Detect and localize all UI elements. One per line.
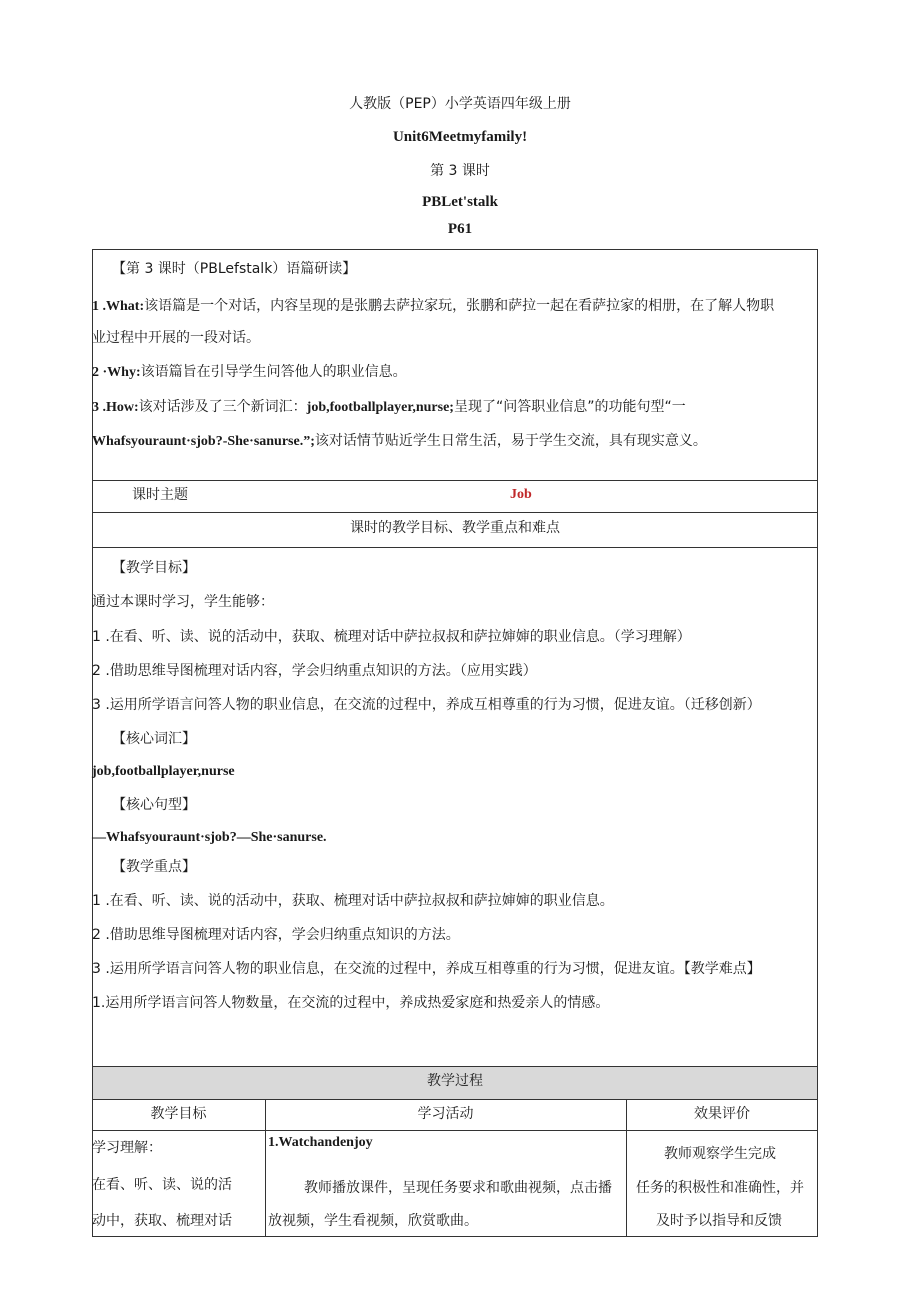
what-text: 该语篇是一个对话，内容呈现的是张鹏去萨拉家玩，张鹏和萨拉一起在看萨拉家的相册，在了解人物职 [144, 298, 775, 314]
how-sentence: Whafsyouraunt·sjob?-She·sanurse.”; [92, 434, 315, 449]
goal-2: 2 .借助思维导图梳理对话内容，学会归纳重点知识的方法。（应用实践） [92, 663, 537, 679]
goals-intro: 通过本课时学习，学生能够： [92, 594, 274, 610]
what-label: 1 .What: [92, 299, 145, 314]
col-eval-header: 效果评价 [694, 1106, 750, 1122]
goal-3: 3 .运用所学语言问答人物的职业信息，在交流的过程中，养成互相尊重的行为习惯，促进友谊。（迁移创新） [92, 697, 761, 713]
col-activity-header: 学习活动 [417, 1106, 474, 1122]
col-goal-header: 教学目标 [150, 1106, 207, 1122]
vocab-words: job,footballplayer,nurse [92, 764, 235, 779]
analysis-how [92, 397, 686, 418]
activity-line: 放视频，学生看视频，欣赏歌曲。 [268, 1213, 478, 1229]
page-number: P61 [447, 221, 473, 237]
how-label: 3 .How: [92, 400, 139, 415]
divider [92, 547, 818, 548]
divider [92, 480, 818, 481]
pattern-title: 【核心句型】 [112, 797, 196, 813]
pattern-sentence: —Whafsyouraunt·sjob?—She·sanurse. [92, 830, 327, 845]
section-title: PBLet'stalk [422, 194, 498, 210]
analysis-why [92, 362, 407, 383]
analysis-how-cont [92, 431, 707, 452]
topic-label: 课时主题 [132, 487, 188, 503]
how-text-a: 该对话涉及了三个新词汇： [138, 399, 307, 415]
divider [92, 512, 818, 513]
analysis-title: 【第 3 课时（PBLefstalk）语篇研读】 [112, 261, 357, 277]
unit-title: Unit6Meetmyfamily! [392, 129, 528, 145]
goal-line: 学习理解： [92, 1140, 162, 1156]
eval-line: 教师观察学生完成 [664, 1146, 776, 1162]
book-title: 人教版（PEP）小学英语四年级上册 [349, 96, 571, 112]
why-label: 2 ·Why: [92, 365, 141, 380]
why-text: 该语篇旨在引导学生问答他人的职业信息。 [140, 364, 407, 380]
process-header: 教学过程 [427, 1073, 483, 1089]
eval-line: 及时予以指导和反馈 [656, 1213, 782, 1229]
eval-line: 任务的积极性和准确性，并 [636, 1180, 804, 1196]
topic-value: Job [510, 487, 532, 502]
analysis-what-cont: 业过程中开展的一段对话。 [92, 330, 260, 346]
goal-line: 动中，获取、梳理对话 [92, 1213, 232, 1229]
how-words: job,footballplayer,nurse; [306, 400, 454, 415]
key-point-2: 2 .借助思维导图梳理对话内容，学会归纳重点知识的方法。 [92, 927, 460, 943]
difficulty-1: 1.运用所学语言问答人物数量，在交流的过程中，养成热爱家庭和热爱亲人的情感。 [92, 995, 610, 1011]
key-point-3: 3 .运用所学语言问答人物的职业信息，在交流的过程中，养成互相尊重的行为习惯，促进友谊。【教学难点】 [92, 961, 761, 977]
activity-line: 教师播放课件，呈现任务要求和歌曲视频，点击播 [304, 1180, 612, 1196]
how-text-c: 该对话情节贴近学生日常生活，易于学生交流，具有现实意义。 [314, 433, 707, 449]
lesson-number: 第 3 课时 [430, 163, 490, 179]
goals-title: 【教学目标】 [112, 560, 196, 576]
divider [92, 1130, 818, 1131]
objectives-header: 课时的教学目标、教学重点和难点 [350, 520, 560, 536]
key-point-1: 1 .在看、听、读、说的活动中，获取、梳理对话中萨拉叔叔和萨拉婶婶的职业信息。 [92, 893, 614, 909]
activity-title: 1.Watchandenjoy [268, 1135, 373, 1150]
vocab-title: 【核心词汇】 [112, 731, 196, 747]
key-title: 【教学重点】 [112, 859, 196, 875]
goal-1: 1 .在看、听、读、说的活动中，获取、梳理对话中萨拉叔叔和萨拉婶婶的职业信息。（学习理解） [92, 629, 691, 645]
goal-line: 在看、听、读、说的活 [92, 1177, 232, 1193]
analysis-what [92, 296, 774, 317]
how-text-b: 呈现了“问答职业信息”的功能句型“一 [453, 399, 686, 415]
